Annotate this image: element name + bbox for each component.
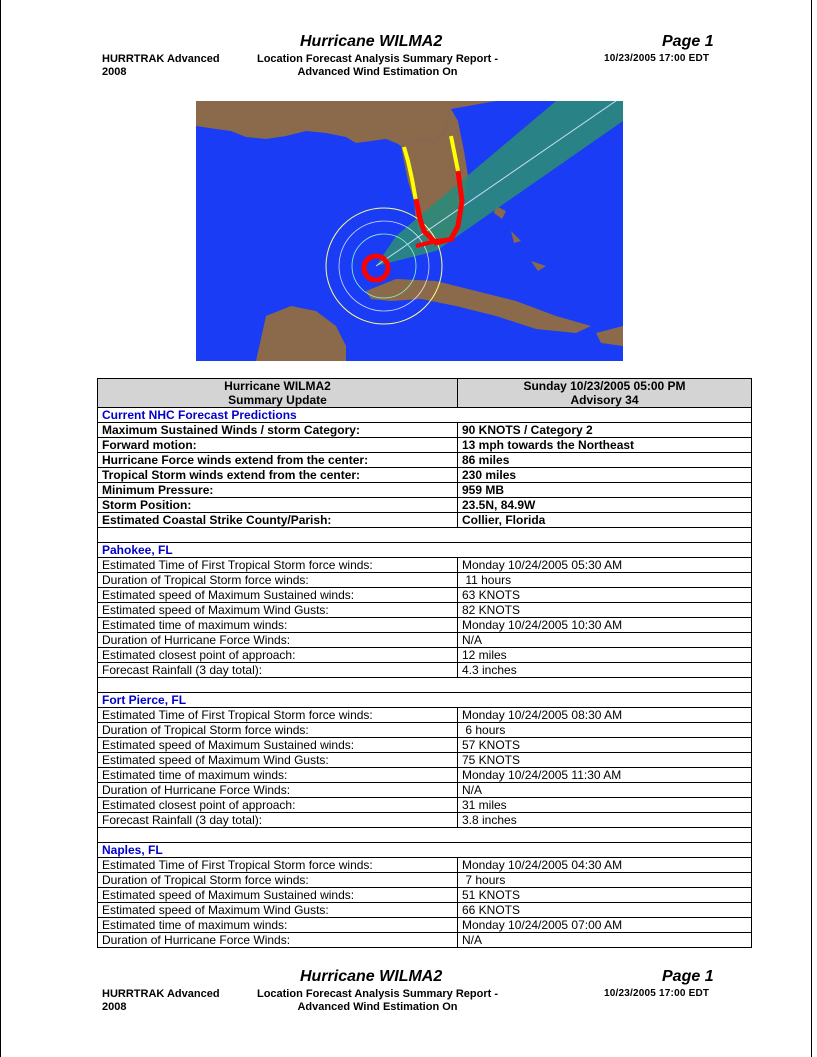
location-name: Fort Pierce, FL bbox=[98, 693, 752, 708]
row-value: 4.3 inches bbox=[458, 663, 752, 678]
location-name: Pahokee, FL bbox=[98, 543, 752, 558]
row-label: Forecast Rainfall (3 day total): bbox=[98, 663, 458, 678]
row-value: 7 hours bbox=[458, 873, 752, 888]
spacer-row bbox=[98, 678, 752, 693]
spacer-cell bbox=[98, 828, 752, 843]
row-value: Monday 10/24/2005 04:30 AM bbox=[458, 858, 752, 873]
row-value: 11 hours bbox=[458, 573, 752, 588]
table-row bbox=[98, 723, 752, 738]
table-row bbox=[98, 783, 752, 798]
footer-report-subtitle-line2: Advanced Wind Estimation On bbox=[297, 1001, 458, 1013]
table-row bbox=[98, 663, 752, 678]
row-label: Forward motion: bbox=[98, 438, 458, 453]
row-value: 230 miles bbox=[458, 468, 752, 483]
row-value: 13 mph towards the Northeast bbox=[458, 438, 752, 453]
row-value: 66 KNOTS bbox=[458, 903, 752, 918]
summary-header-left bbox=[98, 379, 458, 408]
footer-report-subtitle-line1: Location Forecast Analysis Summary Report - bbox=[256, 988, 499, 1000]
table-row bbox=[98, 888, 752, 903]
row-value: 12 miles bbox=[458, 648, 752, 663]
summary-datetime: Sunday 10/23/2005 05:00 PM bbox=[523, 379, 686, 393]
row-value: 3.8 inches bbox=[458, 813, 752, 828]
row-value: 86 miles bbox=[458, 453, 752, 468]
table-row bbox=[98, 558, 752, 573]
app-name bbox=[102, 53, 220, 79]
summary-storm-name: Hurricane WILMA2 bbox=[224, 379, 331, 393]
row-label: Duration of Tropical Storm force winds: bbox=[98, 723, 458, 738]
section-title: Current NHC Forecast Predictions bbox=[98, 408, 752, 423]
row-value: N/A bbox=[458, 783, 752, 798]
table-row bbox=[98, 423, 752, 438]
location-header-row bbox=[98, 843, 752, 858]
row-label: Estimated Time of First Tropical Storm force winds: bbox=[98, 558, 458, 573]
row-label: Estimated speed of Maximum Sustained winds: bbox=[98, 738, 458, 753]
table-row bbox=[98, 438, 752, 453]
app-name-line2: 2008 bbox=[102, 66, 127, 78]
row-label: Estimated time of maximum winds: bbox=[98, 618, 458, 633]
row-label: Estimated Time of First Tropical Storm force winds: bbox=[98, 708, 458, 723]
footer-report-subtitle bbox=[240, 988, 515, 1014]
location-name: Naples, FL bbox=[98, 843, 752, 858]
table-row bbox=[98, 588, 752, 603]
row-label: Storm Position: bbox=[98, 498, 458, 513]
report-title: Hurricane WILMA2 bbox=[300, 33, 443, 50]
app-name-line1: HURRTRAK Advanced bbox=[102, 53, 220, 65]
row-value: 959 MB bbox=[458, 483, 752, 498]
page-footer bbox=[0, 968, 817, 1028]
row-label: Estimated speed of Maximum Sustained winds: bbox=[98, 888, 458, 903]
row-label: Estimated time of maximum winds: bbox=[98, 918, 458, 933]
row-label: Tropical Storm winds extend from the center: bbox=[98, 468, 458, 483]
row-label: Estimated speed of Maximum Wind Gusts: bbox=[98, 753, 458, 768]
footer-app-name-line1: HURRTRAK Advanced bbox=[102, 988, 220, 1000]
footer-page-number: Page 1 bbox=[662, 968, 714, 985]
table-row bbox=[98, 918, 752, 933]
report-subtitle-line1: Location Forecast Analysis Summary Report - bbox=[256, 53, 499, 65]
table-row bbox=[98, 933, 752, 948]
row-label: Estimated speed of Maximum Sustained winds: bbox=[98, 588, 458, 603]
row-value: 90 KNOTS / Category 2 bbox=[458, 423, 752, 438]
row-value: 82 KNOTS bbox=[458, 603, 752, 618]
table-row bbox=[98, 813, 752, 828]
table-row bbox=[98, 513, 752, 528]
table-row bbox=[98, 738, 752, 753]
row-value: N/A bbox=[458, 933, 752, 948]
footer-report-date: 10/23/2005 17:00 EDT bbox=[604, 988, 710, 999]
row-label: Estimated closest point of approach: bbox=[98, 648, 458, 663]
hurricane-track-map bbox=[196, 101, 623, 361]
row-label: Estimated speed of Maximum Wind Gusts: bbox=[98, 603, 458, 618]
row-label: Estimated closest point of approach: bbox=[98, 798, 458, 813]
table-row bbox=[98, 453, 752, 468]
table-row bbox=[98, 618, 752, 633]
table-row bbox=[98, 798, 752, 813]
table-row bbox=[98, 708, 752, 723]
row-label: Duration of Hurricane Force Winds: bbox=[98, 933, 458, 948]
table-row bbox=[98, 768, 752, 783]
row-value: Monday 10/24/2005 05:30 AM bbox=[458, 558, 752, 573]
row-label: Duration of Hurricane Force Winds: bbox=[98, 633, 458, 648]
page-border-right bbox=[811, 0, 812, 1057]
row-label: Estimated time of maximum winds: bbox=[98, 768, 458, 783]
row-value: Collier, Florida bbox=[458, 513, 752, 528]
table-row bbox=[98, 903, 752, 918]
page-number: Page 1 bbox=[662, 33, 714, 50]
row-label: Duration of Hurricane Force Winds: bbox=[98, 783, 458, 798]
row-label: Duration of Tropical Storm force winds: bbox=[98, 573, 458, 588]
footer-report-title: Hurricane WILMA2 bbox=[300, 968, 443, 985]
location-header-row bbox=[98, 543, 752, 558]
row-value: Monday 10/24/2005 08:30 AM bbox=[458, 708, 752, 723]
row-value: N/A bbox=[458, 633, 752, 648]
row-value: 51 KNOTS bbox=[458, 888, 752, 903]
row-value: 31 miles bbox=[458, 798, 752, 813]
section-row bbox=[98, 408, 752, 423]
spacer-cell bbox=[98, 678, 752, 693]
summary-table bbox=[97, 378, 752, 948]
table-row bbox=[98, 753, 752, 768]
report-date: 10/23/2005 17:00 EDT bbox=[604, 53, 710, 64]
row-value: 6 hours bbox=[458, 723, 752, 738]
row-label: Estimated Coastal Strike County/Parish: bbox=[98, 513, 458, 528]
row-label: Estimated Time of First Tropical Storm force winds: bbox=[98, 858, 458, 873]
table-row bbox=[98, 498, 752, 513]
table-row bbox=[98, 468, 752, 483]
row-label: Maximum Sustained Winds / storm Category: bbox=[98, 423, 458, 438]
row-label: Minimum Pressure: bbox=[98, 483, 458, 498]
table-row bbox=[98, 633, 752, 648]
footer-app-name-line2: 2008 bbox=[102, 1001, 127, 1013]
row-value: Monday 10/24/2005 11:30 AM bbox=[458, 768, 752, 783]
spacer-row bbox=[98, 828, 752, 843]
table-row bbox=[98, 573, 752, 588]
row-label: Hurricane Force winds extend from the center: bbox=[98, 453, 458, 468]
summary-header-right bbox=[458, 379, 752, 408]
table-row bbox=[98, 648, 752, 663]
table-row bbox=[98, 483, 752, 498]
table-row bbox=[98, 858, 752, 873]
row-label: Estimated speed of Maximum Wind Gusts: bbox=[98, 903, 458, 918]
row-label: Forecast Rainfall (3 day total): bbox=[98, 813, 458, 828]
row-value: 57 KNOTS bbox=[458, 738, 752, 753]
table-row bbox=[98, 603, 752, 618]
location-header-row bbox=[98, 693, 752, 708]
row-value: 63 KNOTS bbox=[458, 588, 752, 603]
row-label: Duration of Tropical Storm force winds: bbox=[98, 873, 458, 888]
row-value: Monday 10/24/2005 10:30 AM bbox=[458, 618, 752, 633]
report-subtitle-line2: Advanced Wind Estimation On bbox=[297, 66, 458, 78]
summary-advisory: Advisory 34 bbox=[570, 393, 639, 407]
summary-update-label: Summary Update bbox=[228, 393, 327, 407]
table-row bbox=[98, 873, 752, 888]
row-value: 75 KNOTS bbox=[458, 753, 752, 768]
report-subtitle bbox=[240, 53, 515, 79]
page-header bbox=[0, 33, 817, 93]
row-value: 23.5N, 84.9W bbox=[458, 498, 752, 513]
spacer-row bbox=[98, 528, 752, 543]
footer-app-name bbox=[102, 988, 220, 1014]
spacer-cell bbox=[98, 528, 752, 543]
row-value: Monday 10/24/2005 07:00 AM bbox=[458, 918, 752, 933]
page-border-left bbox=[0, 0, 1, 1057]
summary-header-row bbox=[98, 379, 752, 408]
